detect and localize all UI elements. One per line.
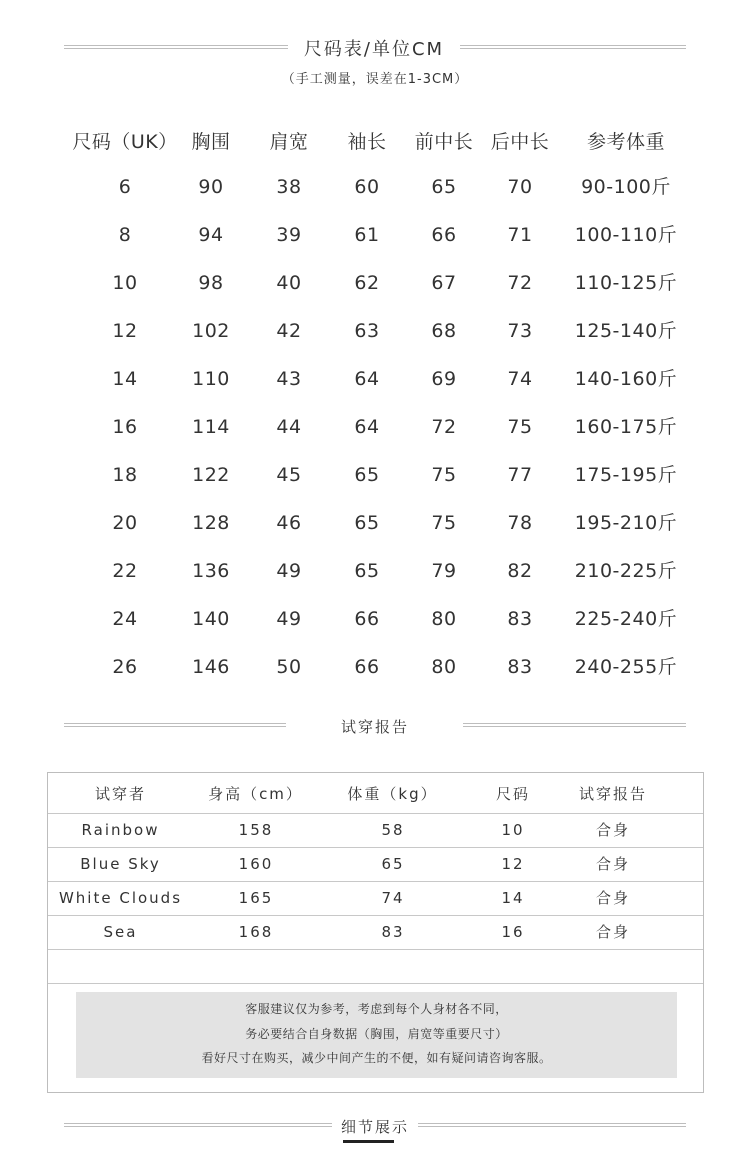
advice-line: 务必要结合自身数据（胸围，肩宽等重要尺寸）	[245, 1027, 508, 1041]
cell-ref-weight: 125-140斤	[574, 320, 678, 342]
cell-back-length: 72	[507, 272, 533, 294]
cell-ref-weight: 160-175斤	[574, 416, 678, 438]
cell-bust: 140	[192, 608, 230, 630]
details-title-underline	[343, 1140, 394, 1143]
cell-back-length: 83	[507, 608, 533, 630]
cell-ref-weight: 90-100斤	[581, 176, 671, 198]
size-row	[0, 407, 750, 447]
cell-size: 8	[118, 224, 132, 246]
cell-shoulder: 49	[276, 608, 302, 630]
cell-shoulder: 39	[276, 224, 302, 246]
cell-size: 20	[112, 512, 138, 534]
cell-weight: 58	[381, 821, 405, 839]
size-row	[0, 359, 750, 399]
cell-size: 14	[501, 889, 525, 907]
cell-weight: 65	[381, 855, 405, 873]
header-weight: 体重（kg）	[347, 785, 438, 803]
cell-ref-weight: 175-195斤	[574, 464, 678, 486]
size-row	[0, 647, 750, 687]
cell-bust: 122	[192, 464, 230, 486]
cell-shoulder: 40	[276, 272, 302, 294]
cell-front-length: 67	[431, 272, 457, 294]
cell-tester: Sea	[103, 923, 138, 941]
size-row	[0, 215, 750, 255]
report-row	[48, 814, 703, 848]
cell-back-length: 82	[507, 560, 533, 582]
header-ref-weight: 参考体重	[586, 131, 665, 153]
cell-front-length: 75	[431, 512, 457, 534]
details-rule-right	[418, 1123, 686, 1127]
cell-bust: 90	[198, 176, 224, 198]
cell-front-length: 65	[431, 176, 457, 198]
report-title: 试穿报告	[340, 718, 409, 736]
cell-report: 合身	[595, 821, 630, 839]
cell-tester: Rainbow	[81, 821, 160, 839]
cell-front-length: 75	[431, 464, 457, 486]
cell-bust: 94	[198, 224, 224, 246]
cell-sleeve: 63	[354, 320, 380, 342]
report-empty-row	[48, 950, 703, 984]
cell-bust: 146	[192, 656, 230, 678]
cell-report: 合身	[595, 855, 630, 873]
header-size: 尺码	[495, 785, 530, 803]
advice-note	[76, 992, 677, 1078]
cell-tester: White Clouds	[58, 889, 183, 907]
details-title: 细节展示	[340, 1118, 409, 1136]
cell-sleeve: 61	[354, 224, 380, 246]
cell-size: 10	[112, 272, 138, 294]
cell-size: 26	[112, 656, 138, 678]
advice-line: 看好尺寸在购买，减少中间产生的不便，如有疑问请咨询客服。	[201, 1051, 552, 1065]
cell-height: 168	[238, 923, 274, 941]
report-header-row	[48, 775, 703, 814]
cell-ref-weight: 110-125斤	[574, 272, 678, 294]
cell-back-length: 70	[507, 176, 533, 198]
fit-report-table	[47, 772, 704, 1093]
cell-report: 合身	[595, 923, 630, 941]
size-chart-title: 尺码表/单位CM	[303, 39, 445, 60]
cell-size: 24	[112, 608, 138, 630]
cell-sleeve: 64	[354, 368, 380, 390]
title-rule-right	[460, 45, 686, 49]
cell-shoulder: 46	[276, 512, 302, 534]
cell-front-length: 79	[431, 560, 457, 582]
cell-sleeve: 64	[354, 416, 380, 438]
cell-sleeve: 65	[354, 560, 380, 582]
cell-bust: 114	[192, 416, 230, 438]
cell-ref-weight: 225-240斤	[574, 608, 678, 630]
cell-ref-weight: 210-225斤	[574, 560, 678, 582]
cell-back-length: 75	[507, 416, 533, 438]
cell-front-length: 66	[431, 224, 457, 246]
cell-ref-weight: 240-255斤	[574, 656, 678, 678]
cell-size: 16	[501, 923, 525, 941]
cell-size: 12	[501, 855, 525, 873]
size-row	[0, 503, 750, 543]
cell-size: 22	[112, 560, 138, 582]
cell-shoulder: 44	[276, 416, 302, 438]
cell-sleeve: 60	[354, 176, 380, 198]
cell-ref-weight: 140-160斤	[574, 368, 678, 390]
report-row	[48, 916, 703, 950]
cell-shoulder: 49	[276, 560, 302, 582]
header-tester: 试穿者	[94, 785, 146, 803]
cell-front-length: 80	[431, 656, 457, 678]
cell-bust: 102	[192, 320, 230, 342]
cell-report: 合身	[595, 889, 630, 907]
cell-sleeve: 65	[354, 464, 380, 486]
cell-ref-weight: 195-210斤	[574, 512, 678, 534]
cell-height: 160	[238, 855, 274, 873]
cell-bust: 110	[192, 368, 230, 390]
size-row	[0, 551, 750, 591]
cell-height: 158	[238, 821, 274, 839]
size-row	[0, 455, 750, 495]
header-back-length: 后中长	[490, 131, 550, 153]
cell-back-length: 78	[507, 512, 533, 534]
cell-shoulder: 45	[276, 464, 302, 486]
cell-size: 16	[112, 416, 138, 438]
report-rule-left	[64, 723, 286, 727]
cell-weight: 74	[381, 889, 405, 907]
cell-front-length: 69	[431, 368, 457, 390]
cell-shoulder: 43	[276, 368, 302, 390]
cell-back-length: 77	[507, 464, 533, 486]
size-chart-header	[0, 122, 750, 162]
cell-bust: 98	[198, 272, 224, 294]
cell-size: 18	[112, 464, 138, 486]
size-row	[0, 167, 750, 207]
cell-sleeve: 62	[354, 272, 380, 294]
cell-ref-weight: 100-110斤	[574, 224, 678, 246]
details-rule-left	[64, 1123, 332, 1127]
advice-line: 客服建议仅为参考，考虑到每个人身材各不同，	[245, 1002, 508, 1016]
cell-tester: Blue Sky	[80, 855, 161, 873]
cell-sleeve: 65	[354, 512, 380, 534]
header-height: 身高（cm）	[208, 785, 303, 803]
report-row	[48, 882, 703, 916]
cell-weight: 83	[381, 923, 405, 941]
cell-front-length: 80	[431, 608, 457, 630]
header-sleeve: 袖长	[347, 131, 387, 153]
cell-front-length: 72	[431, 416, 457, 438]
report-rule-right	[463, 723, 686, 727]
size-row	[0, 599, 750, 639]
cell-size: 14	[112, 368, 138, 390]
cell-back-length: 73	[507, 320, 533, 342]
cell-size: 6	[118, 176, 132, 198]
header-report: 试穿报告	[578, 785, 647, 803]
cell-sleeve: 66	[354, 656, 380, 678]
size-row	[0, 263, 750, 303]
header-front-length: 前中长	[414, 131, 474, 153]
cell-shoulder: 42	[276, 320, 302, 342]
size-row	[0, 311, 750, 351]
cell-back-length: 74	[507, 368, 533, 390]
cell-height: 165	[238, 889, 274, 907]
size-chart-subtitle: （手工测量，误差在1-3CM）	[281, 72, 469, 87]
report-row	[48, 848, 703, 882]
cell-back-length: 71	[507, 224, 533, 246]
header-shoulder: 肩宽	[269, 131, 309, 153]
cell-back-length: 83	[507, 656, 533, 678]
title-rule-left	[64, 45, 288, 49]
cell-bust: 136	[192, 560, 230, 582]
header-bust: 胸围	[191, 131, 231, 153]
cell-sleeve: 66	[354, 608, 380, 630]
cell-shoulder: 50	[276, 656, 302, 678]
header-size: 尺码（UK）	[72, 131, 178, 153]
cell-front-length: 68	[431, 320, 457, 342]
cell-shoulder: 38	[276, 176, 302, 198]
cell-size: 12	[112, 320, 138, 342]
cell-size: 10	[501, 821, 525, 839]
cell-bust: 128	[192, 512, 230, 534]
